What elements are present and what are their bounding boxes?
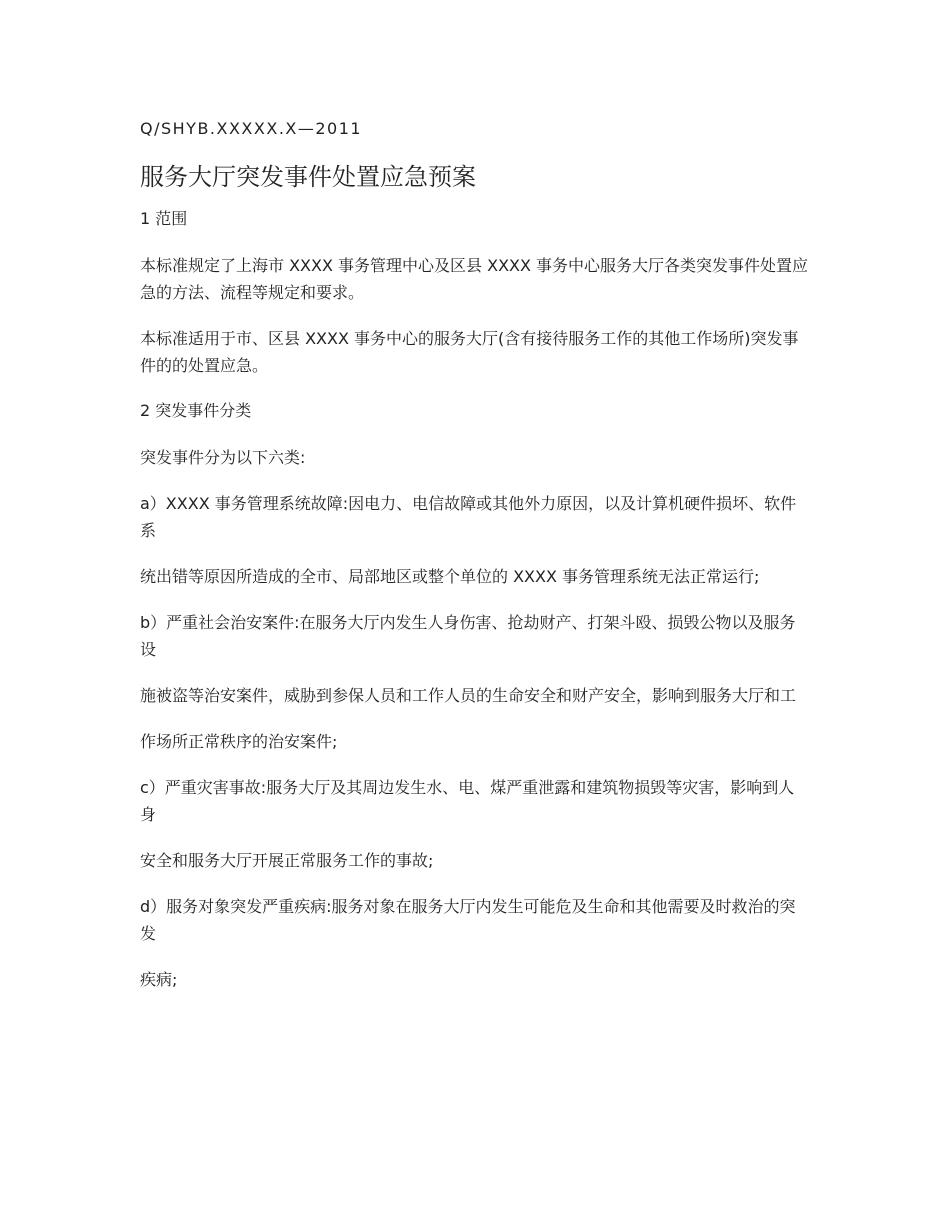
- paragraph: 本标准适用于市、区县 XXXX 事务中心的服务大厅(含有接待服务工作的其他工作场所)突发事件的的处置应急。: [140, 329, 799, 375]
- list-item-d: d）服务对象突发严重疾病:服务对象在服务大厅内发生可能危及生命和其他需要及时救治的突发: [140, 897, 796, 943]
- document-title: 服务大厅突发事件处置应急预案: [140, 163, 476, 191]
- list-item-a: a）XXXX 事务管理系统故障:因电力、电信故障或其他外力原因，以及计算机硬件损坏、软件系: [140, 494, 797, 540]
- paragraph: 施被盗等治安案件，威胁到参保人员和工作人员的生命安全和财产安全，影响到服务大厅和工: [140, 686, 797, 705]
- section-heading-classification: 2 突发事件分类: [140, 401, 252, 420]
- paragraph: 统出错等原因所造成的全市、局部地区或整个单位的 XXXX 事务管理系统无法正常运行;: [140, 567, 760, 586]
- paragraph: 安全和服务大厅开展正常服务工作的事故;: [140, 851, 434, 870]
- list-item-c: c）严重灾害事故:服务大厅及其周边发生水、电、煤严重泄露和建筑物损毁等灾害，影响到人身: [140, 778, 795, 824]
- paragraph: 本标准规定了上海市 XXXX 事务管理中心及区县 XXXX 事务中心服务大厅各类突发事件处置应急的方法、流程等规定和要求。: [140, 256, 809, 302]
- section-heading-scope: 1 范围: [140, 209, 188, 228]
- paragraph: 疾病;: [140, 970, 178, 989]
- document-code: Q/SHYB.XXXXX.X—2011: [140, 119, 363, 138]
- paragraph: 突发事件分为以下六类:: [140, 448, 306, 467]
- list-item-b: b）严重社会治安案件:在服务大厅内发生人身伤害、抢劫财产、打架斗殴、损毁公物以及服务设: [140, 613, 796, 659]
- paragraph: 作场所正常秩序的治安案件;: [140, 732, 338, 751]
